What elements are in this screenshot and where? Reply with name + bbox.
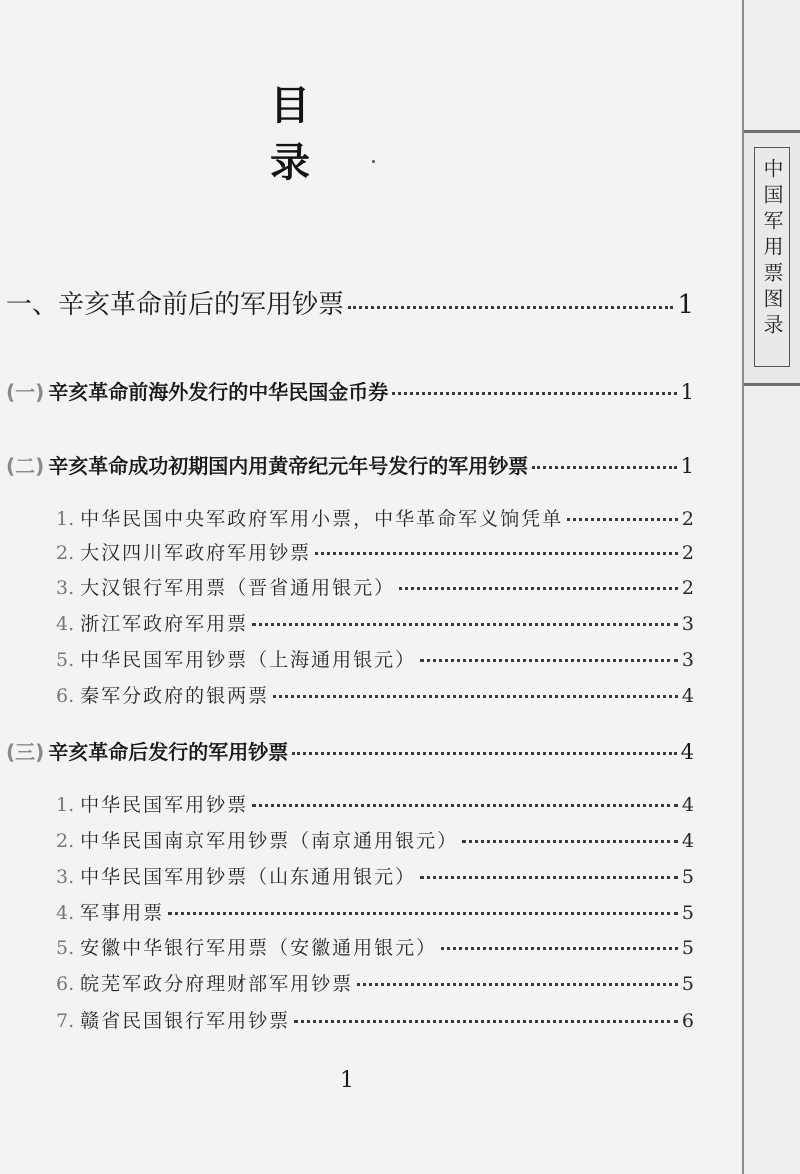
toc-chapter-label: 一、辛亥革命前后的军用钞票 — [6, 290, 345, 320]
toc-section-label: 辛亥革命成功初期国内用黄帝纪元年号发行的军用钞票 — [48, 454, 529, 478]
toc-page-number: 2 — [681, 542, 694, 564]
toc-item-number: 5. — [56, 649, 75, 671]
dot-leader — [273, 695, 678, 698]
toc-item — [56, 538, 694, 565]
side-tab-frame — [754, 147, 790, 367]
page-title: 目 录 — [270, 83, 366, 186]
toc-page-number: 1 — [680, 380, 694, 404]
print-speck — [372, 160, 375, 163]
toc-item-number: 3. — [56, 866, 75, 888]
toc-page-number: 5 — [681, 937, 694, 959]
toc-item — [56, 790, 694, 817]
toc-item — [56, 1006, 694, 1033]
dot-leader — [441, 947, 678, 950]
toc-item — [56, 573, 694, 600]
dot-leader — [357, 983, 678, 986]
toc-item-number: 6. — [56, 685, 75, 707]
toc-item — [56, 898, 694, 925]
toc-page-number: 1 — [677, 290, 694, 320]
toc-page-number: 6 — [681, 1010, 694, 1032]
toc-section-label: 辛亥革命后发行的军用钞票 — [48, 740, 289, 764]
toc-item — [56, 609, 694, 636]
toc-section-number: (一) — [6, 380, 45, 404]
dot-leader — [348, 306, 673, 309]
toc-page-number: 2 — [681, 577, 694, 599]
dot-leader — [420, 876, 678, 879]
dot-leader — [567, 518, 678, 521]
dot-leader — [252, 623, 678, 626]
toc-section-number: (三) — [6, 740, 45, 764]
toc-item-label: 秦军分政府的银两票 — [80, 685, 270, 707]
dot-leader — [168, 912, 678, 915]
toc-section — [6, 376, 694, 405]
toc-page-number: 5 — [681, 973, 694, 995]
toc-page-number: 3 — [681, 649, 694, 671]
toc-page-number: 1 — [680, 454, 694, 478]
side-thumb-tab — [744, 130, 800, 386]
toc-item — [56, 645, 694, 672]
toc-item-number: 2. — [56, 830, 75, 852]
toc-item-number: 6. — [56, 973, 75, 995]
toc-page-number: 5 — [681, 902, 694, 924]
toc-item-label: 中华民国军用钞票 — [80, 794, 249, 816]
toc-item — [56, 969, 694, 996]
toc-item — [56, 681, 694, 708]
toc-page-number: 4 — [681, 830, 694, 852]
toc-section — [6, 450, 694, 479]
toc-item-number: 4. — [56, 613, 75, 635]
toc-item — [56, 504, 694, 531]
toc-item-label: 安徽中华银行军用票（安徽通用银元） — [80, 937, 438, 959]
dot-leader — [399, 587, 678, 590]
dot-leader — [315, 552, 678, 555]
toc-page-number: 4 — [681, 794, 694, 816]
dot-leader — [532, 466, 676, 469]
toc-item-number: 2. — [56, 542, 75, 564]
toc-item-number: 1. — [56, 794, 75, 816]
dot-leader — [392, 392, 676, 395]
dot-leader — [420, 659, 678, 662]
toc-item-label: 军事用票 — [80, 902, 165, 924]
toc-item-label: 中华民国军用钞票（上海通用银元） — [80, 649, 417, 671]
toc-item-label: 中华民国中央军政府军用小票，中华革命军义饷凭单 — [80, 508, 564, 530]
toc-item-number: 1. — [56, 508, 75, 530]
toc-item-number: 5. — [56, 937, 75, 959]
toc-page-number: 2 — [681, 508, 694, 530]
toc-section-number: (二) — [6, 454, 45, 478]
dot-leader — [292, 752, 676, 755]
toc-item-label: 大汉银行军用票（晋省通用银元） — [80, 577, 396, 599]
side-tab-title: 中国军用票图录 — [760, 158, 784, 340]
toc-item-label: 中华民国军用钞票（山东通用银元） — [80, 866, 417, 888]
toc-page-number: 4 — [681, 685, 694, 707]
toc-section — [6, 736, 694, 765]
toc-item-number: 4. — [56, 902, 75, 924]
toc-section-label: 辛亥革命前海外发行的中华民国金币券 — [48, 380, 389, 404]
toc-page-number: 5 — [681, 866, 694, 888]
toc-item-number: 3. — [56, 577, 75, 599]
toc-item-number: 7. — [56, 1010, 75, 1032]
toc-item-label: 浙江军政府军用票 — [80, 613, 249, 635]
toc-item — [56, 826, 694, 853]
toc-item-label: 皖芜军政分府理财部军用钞票 — [80, 973, 354, 995]
dot-leader — [294, 1020, 678, 1023]
toc-page-number: 4 — [680, 740, 694, 764]
toc-page-number: 3 — [681, 613, 694, 635]
toc-item — [56, 933, 694, 960]
page-number: 1 — [340, 1068, 354, 1093]
toc-item — [56, 862, 694, 889]
toc-item-label: 大汉四川军政府军用钞票 — [80, 542, 312, 564]
toc-item-label: 赣省民国银行军用钞票 — [80, 1010, 291, 1032]
dot-leader — [462, 840, 678, 843]
toc-chapter — [6, 284, 694, 321]
toc-item-label: 中华民国南京军用钞票（南京通用银元） — [80, 830, 459, 852]
dot-leader — [252, 804, 678, 807]
